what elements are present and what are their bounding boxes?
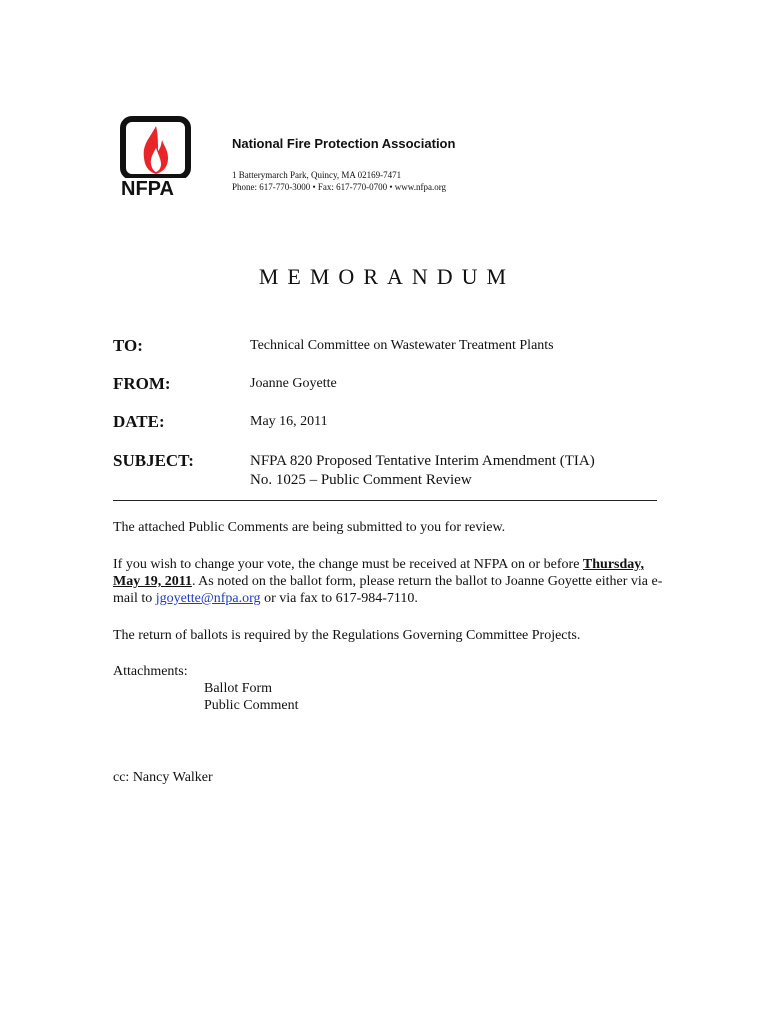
cc-line: cc: Nancy Walker: [113, 770, 213, 785]
organization-contact: Phone: 617-770-3000 • Fax: 617-770-0700 • www.nfpa.org: [232, 182, 447, 192]
subject-line-2: No. 1025 – Public Comment Review: [250, 472, 472, 488]
regulations-paragraph: [113, 627, 673, 644]
subject-line-1: NFPA 820 Proposed Tentative Interim Amendment (TIA): [250, 453, 595, 469]
email-link[interactable]: jgoyette@nfpa.org: [155, 591, 261, 606]
from-label: FROM:: [113, 374, 171, 393]
vote-text-start: If you wish to change your vote, the change must be received at NFPA on or before: [113, 557, 583, 572]
regulations-text: The return of ballots is required by the Regulations Governing Committee Projects.: [113, 628, 581, 643]
date-label: DATE:: [113, 412, 165, 431]
vote-text-end: or via fax to 617-984-7110.: [260, 591, 418, 606]
attachment-item: Ballot Form: [204, 681, 273, 696]
nfpa-logo-text: NFPA: [121, 178, 174, 200]
organization-address: 1 Batterymarch Park, Quincy, MA 02169-7471: [232, 170, 402, 180]
date-value: May 16, 2011: [250, 414, 328, 429]
intro-paragraph: [113, 519, 673, 536]
attachment-item: Public Comment: [204, 698, 299, 713]
nfpa-logo: [120, 116, 194, 200]
to-label: TO:: [113, 336, 143, 355]
deadline-date: Thursday, May 19, 2011: [113, 557, 645, 589]
memo-title: MEMORANDUM: [258, 264, 516, 289]
organization-name: National Fire Protection Association: [232, 136, 456, 151]
subject-label: SUBJECT:: [113, 451, 194, 470]
vote-change-paragraph: [113, 556, 673, 607]
vote-text-middle: . As noted on the ballot form, please return the ballot to Joanne Goyette either via e-mail to: [113, 574, 663, 606]
from-value: Joanne Goyette: [250, 376, 337, 391]
attachments-label: Attachments:: [113, 664, 188, 679]
intro-text: The attached Public Comments are being submitted to you for review.: [113, 520, 506, 535]
to-value: Technical Committee on Wastewater Treatment Plants: [250, 338, 554, 353]
header-divider: [113, 500, 657, 501]
